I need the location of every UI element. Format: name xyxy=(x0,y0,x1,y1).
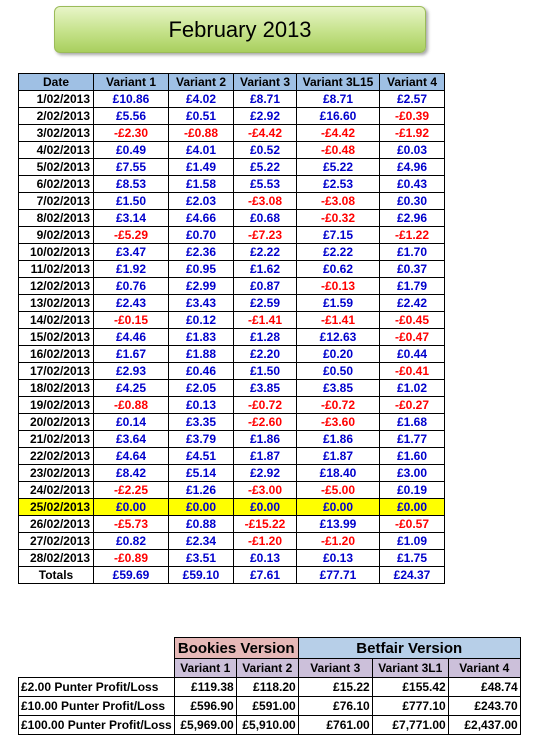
table-row xyxy=(19,159,445,176)
summary-header-variant-1: Variant 1 xyxy=(174,659,236,678)
value-cell: -£15.22 xyxy=(234,516,297,533)
value-cell: -£3.60 xyxy=(297,414,380,431)
value-cell: £7.15 xyxy=(297,227,380,244)
value-cell: £2.22 xyxy=(234,244,297,261)
value-cell: -£0.47 xyxy=(380,329,445,346)
value-cell: £2.93 xyxy=(94,363,169,380)
value-cell: £5.14 xyxy=(169,465,234,482)
column-header-date: Date xyxy=(19,74,94,91)
value-cell: -£2.60 xyxy=(234,414,297,431)
value-cell: £0.88 xyxy=(169,516,234,533)
value-cell: -£0.27 xyxy=(380,397,445,414)
value-cell: £8.42 xyxy=(94,465,169,482)
date-cell: 5/02/2013 xyxy=(19,159,94,176)
value-cell: £0.00 xyxy=(169,499,234,516)
date-cell: 27/02/2013 xyxy=(19,533,94,550)
table-row xyxy=(19,244,445,261)
date-cell: 10/02/2013 xyxy=(19,244,94,261)
value-cell: £0.00 xyxy=(380,499,445,516)
value-cell: £1.77 xyxy=(380,431,445,448)
header-row xyxy=(19,74,445,91)
value-cell: £1.62 xyxy=(234,261,297,278)
value-cell: £3.85 xyxy=(297,380,380,397)
date-cell: 17/02/2013 xyxy=(19,363,94,380)
value-cell: -£4.42 xyxy=(234,125,297,142)
date-cell: 12/02/2013 xyxy=(19,278,94,295)
value-cell: -£0.72 xyxy=(234,397,297,414)
column-header-variant-3: Variant 3 xyxy=(234,74,297,91)
value-cell: -£5.29 xyxy=(94,227,169,244)
table-row xyxy=(19,346,445,363)
stake-row xyxy=(19,678,521,697)
date-cell: 14/02/2013 xyxy=(19,312,94,329)
value-cell: £0.44 xyxy=(380,346,445,363)
value-cell: £3.47 xyxy=(94,244,169,261)
date-cell: 23/02/2013 xyxy=(19,465,94,482)
value-cell: £1.50 xyxy=(94,193,169,210)
value-cell: £1.28 xyxy=(234,329,297,346)
value-cell: £0.87 xyxy=(234,278,297,295)
date-cell: 13/02/2013 xyxy=(19,295,94,312)
value-cell: £4.51 xyxy=(169,448,234,465)
table-row xyxy=(19,227,445,244)
table-row xyxy=(19,91,445,108)
value-cell: £18.40 xyxy=(297,465,380,482)
value-cell: £4.64 xyxy=(94,448,169,465)
value-cell: £3.51 xyxy=(169,550,234,567)
profit-value-cell: £777.10 xyxy=(372,697,448,716)
value-cell: -£0.48 xyxy=(297,142,380,159)
table-row xyxy=(19,516,445,533)
value-cell: £0.13 xyxy=(297,550,380,567)
date-cell: 4/02/2013 xyxy=(19,142,94,159)
summary-header-variant-2: Variant 2 xyxy=(236,659,298,678)
profit-value-cell: £48.74 xyxy=(448,678,520,697)
value-cell: £0.30 xyxy=(380,193,445,210)
value-cell: £5.22 xyxy=(297,159,380,176)
value-cell: -£7.23 xyxy=(234,227,297,244)
value-cell: £2.42 xyxy=(380,295,445,312)
value-cell: £2.57 xyxy=(380,91,445,108)
total-value-cell: £59.69 xyxy=(94,567,169,584)
value-cell: -£5.00 xyxy=(297,482,380,499)
value-cell: £16.60 xyxy=(297,108,380,125)
value-cell: £0.76 xyxy=(94,278,169,295)
empty-corner xyxy=(19,638,175,659)
value-cell: -£0.41 xyxy=(380,363,445,380)
value-cell: £0.03 xyxy=(380,142,445,159)
total-value-cell: £7.61 xyxy=(234,567,297,584)
date-cell: 9/02/2013 xyxy=(19,227,94,244)
empty-corner xyxy=(19,659,175,678)
value-cell: £2.59 xyxy=(234,295,297,312)
value-cell: £10.86 xyxy=(94,91,169,108)
table-row xyxy=(19,193,445,210)
table-row xyxy=(19,482,445,499)
value-cell: £8.71 xyxy=(297,91,380,108)
value-cell: £1.79 xyxy=(380,278,445,295)
value-cell: £0.51 xyxy=(169,108,234,125)
date-cell: 7/02/2013 xyxy=(19,193,94,210)
date-cell: 21/02/2013 xyxy=(19,431,94,448)
value-cell: -£3.08 xyxy=(297,193,380,210)
value-cell: -£1.20 xyxy=(234,533,297,550)
value-cell: £0.19 xyxy=(380,482,445,499)
date-cell: 3/02/2013 xyxy=(19,125,94,142)
value-cell: -£0.13 xyxy=(297,278,380,295)
value-cell: £1.92 xyxy=(94,261,169,278)
value-cell: £2.92 xyxy=(234,108,297,125)
value-cell: -£1.22 xyxy=(380,227,445,244)
table-row xyxy=(19,210,445,227)
table-row xyxy=(19,499,445,516)
value-cell: £0.20 xyxy=(297,346,380,363)
table-row xyxy=(19,448,445,465)
column-header-variant-4: Variant 4 xyxy=(380,74,445,91)
value-cell: £0.82 xyxy=(94,533,169,550)
profit-value-cell: £5,969.00 xyxy=(174,716,236,735)
value-cell: £7.55 xyxy=(94,159,169,176)
value-cell: £5.56 xyxy=(94,108,169,125)
profit-value-cell: £591.00 xyxy=(236,697,298,716)
date-cell: 24/02/2013 xyxy=(19,482,94,499)
date-cell: 16/02/2013 xyxy=(19,346,94,363)
value-cell: £3.00 xyxy=(380,465,445,482)
value-cell: £4.25 xyxy=(94,380,169,397)
profit-value-cell: £761.00 xyxy=(298,716,372,735)
profit-value-cell: £118.20 xyxy=(236,678,298,697)
value-cell: £1.67 xyxy=(94,346,169,363)
value-cell: £1.59 xyxy=(297,295,380,312)
summary-header-variant-3l1: Variant 3L1 xyxy=(372,659,448,678)
value-cell: £3.14 xyxy=(94,210,169,227)
value-cell: £0.00 xyxy=(297,499,380,516)
value-cell: £1.58 xyxy=(169,176,234,193)
value-cell: £0.13 xyxy=(234,550,297,567)
date-cell: 15/02/2013 xyxy=(19,329,94,346)
profit-value-cell: £15.22 xyxy=(298,678,372,697)
date-cell: 6/02/2013 xyxy=(19,176,94,193)
date-cell: 20/02/2013 xyxy=(19,414,94,431)
value-cell: £0.68 xyxy=(234,210,297,227)
value-cell: £0.95 xyxy=(169,261,234,278)
stake-row xyxy=(19,716,521,735)
table-row xyxy=(19,397,445,414)
value-cell: £2.20 xyxy=(234,346,297,363)
value-cell: -£1.41 xyxy=(297,312,380,329)
value-cell: £2.99 xyxy=(169,278,234,295)
value-cell: £1.02 xyxy=(380,380,445,397)
betfair-version-header: Betfair Version xyxy=(298,638,520,659)
value-cell: -£2.30 xyxy=(94,125,169,142)
value-cell: -£0.72 xyxy=(297,397,380,414)
value-cell: £0.13 xyxy=(169,397,234,414)
value-cell: £1.26 xyxy=(169,482,234,499)
profit-value-cell: £596.90 xyxy=(174,697,236,716)
column-header-variant-2: Variant 2 xyxy=(169,74,234,91)
value-cell: £3.85 xyxy=(234,380,297,397)
totals-row xyxy=(19,567,445,584)
column-header-variant-1: Variant 1 xyxy=(94,74,169,91)
table-row xyxy=(19,312,445,329)
value-cell: -£0.57 xyxy=(380,516,445,533)
value-cell: £0.52 xyxy=(234,142,297,159)
value-cell: £1.86 xyxy=(234,431,297,448)
value-cell: -£2.25 xyxy=(94,482,169,499)
value-cell: £8.53 xyxy=(94,176,169,193)
value-cell: £2.36 xyxy=(169,244,234,261)
stake-label: £10.00 Punter Profit/Loss xyxy=(19,697,175,716)
value-cell: £0.37 xyxy=(380,261,445,278)
value-cell: £2.03 xyxy=(169,193,234,210)
stake-summary-table xyxy=(18,637,521,735)
value-cell: £3.35 xyxy=(169,414,234,431)
value-cell: £13.99 xyxy=(297,516,380,533)
date-cell: 2/02/2013 xyxy=(19,108,94,125)
value-cell: £2.53 xyxy=(297,176,380,193)
table-row xyxy=(19,125,445,142)
version-header-row xyxy=(19,638,521,659)
bookies-version-header: Bookies Version xyxy=(174,638,298,659)
table-row xyxy=(19,108,445,125)
table-row xyxy=(19,363,445,380)
value-cell: £0.62 xyxy=(297,261,380,278)
value-cell: £1.83 xyxy=(169,329,234,346)
table-row xyxy=(19,533,445,550)
variant-header-row xyxy=(19,659,521,678)
value-cell: -£4.42 xyxy=(297,125,380,142)
date-cell: 8/02/2013 xyxy=(19,210,94,227)
summary-header-variant-3: Variant 3 xyxy=(298,659,372,678)
value-cell: £1.50 xyxy=(234,363,297,380)
value-cell: -£0.89 xyxy=(94,550,169,567)
value-cell: -£1.92 xyxy=(380,125,445,142)
value-cell: -£0.15 xyxy=(94,312,169,329)
table-row xyxy=(19,142,445,159)
table-row xyxy=(19,550,445,567)
table-row xyxy=(19,431,445,448)
stake-row xyxy=(19,697,521,716)
value-cell: £2.92 xyxy=(234,465,297,482)
value-cell: -£3.08 xyxy=(234,193,297,210)
value-cell: £0.50 xyxy=(297,363,380,380)
results-table xyxy=(18,73,445,584)
value-cell: £2.22 xyxy=(297,244,380,261)
date-cell: 28/02/2013 xyxy=(19,550,94,567)
value-cell: £4.01 xyxy=(169,142,234,159)
table-row xyxy=(19,329,445,346)
value-cell: £1.87 xyxy=(297,448,380,465)
value-cell: -£3.00 xyxy=(234,482,297,499)
value-cell: £1.70 xyxy=(380,244,445,261)
value-cell: £0.43 xyxy=(380,176,445,193)
table-row xyxy=(19,380,445,397)
date-cell: 26/02/2013 xyxy=(19,516,94,533)
value-cell: £3.79 xyxy=(169,431,234,448)
value-cell: -£0.39 xyxy=(380,108,445,125)
date-cell: 11/02/2013 xyxy=(19,261,94,278)
date-cell: 25/02/2013 xyxy=(19,499,94,516)
value-cell: £1.75 xyxy=(380,550,445,567)
value-cell: £0.00 xyxy=(234,499,297,516)
value-cell: £4.66 xyxy=(169,210,234,227)
value-cell: £4.02 xyxy=(169,91,234,108)
date-cell: 1/02/2013 xyxy=(19,91,94,108)
total-value-cell: £59.10 xyxy=(169,567,234,584)
value-cell: £8.71 xyxy=(234,91,297,108)
value-cell: £12.63 xyxy=(297,329,380,346)
profit-value-cell: £119.38 xyxy=(174,678,236,697)
profit-value-cell: £7,771.00 xyxy=(372,716,448,735)
table-row xyxy=(19,295,445,312)
value-cell: £1.60 xyxy=(380,448,445,465)
stake-label: £100.00 Punter Profit/Loss xyxy=(19,716,175,735)
value-cell: -£0.45 xyxy=(380,312,445,329)
profit-value-cell: £243.70 xyxy=(448,697,520,716)
value-cell: £0.00 xyxy=(94,499,169,516)
value-cell: £1.68 xyxy=(380,414,445,431)
stake-label: £2.00 Punter Profit/Loss xyxy=(19,678,175,697)
value-cell: £0.14 xyxy=(94,414,169,431)
value-cell: £0.49 xyxy=(94,142,169,159)
value-cell: £3.64 xyxy=(94,431,169,448)
value-cell: £2.05 xyxy=(169,380,234,397)
value-cell: £3.43 xyxy=(169,295,234,312)
date-cell: 19/02/2013 xyxy=(19,397,94,414)
date-cell: 18/02/2013 xyxy=(19,380,94,397)
value-cell: -£5.73 xyxy=(94,516,169,533)
page-title: February 2013 xyxy=(54,6,426,53)
date-cell: 22/02/2013 xyxy=(19,448,94,465)
value-cell: £1.49 xyxy=(169,159,234,176)
table-row xyxy=(19,176,445,193)
column-header-variant-3l15: Variant 3L15 xyxy=(297,74,380,91)
value-cell: £2.96 xyxy=(380,210,445,227)
value-cell: £5.53 xyxy=(234,176,297,193)
value-cell: -£1.41 xyxy=(234,312,297,329)
value-cell: £4.96 xyxy=(380,159,445,176)
profit-value-cell: £2,437.00 xyxy=(448,716,520,735)
value-cell: £1.09 xyxy=(380,533,445,550)
value-cell: -£0.88 xyxy=(94,397,169,414)
value-cell: £4.46 xyxy=(94,329,169,346)
value-cell: £1.86 xyxy=(297,431,380,448)
summary-header-variant-4: Variant 4 xyxy=(448,659,520,678)
table-row xyxy=(19,261,445,278)
profit-value-cell: £5,910.00 xyxy=(236,716,298,735)
value-cell: -£0.32 xyxy=(297,210,380,227)
value-cell: £2.43 xyxy=(94,295,169,312)
profit-value-cell: £155.42 xyxy=(372,678,448,697)
value-cell: £1.87 xyxy=(234,448,297,465)
total-value-cell: £77.71 xyxy=(297,567,380,584)
value-cell: £5.22 xyxy=(234,159,297,176)
total-value-cell: £24.37 xyxy=(380,567,445,584)
table-row xyxy=(19,465,445,482)
table-row xyxy=(19,414,445,431)
value-cell: -£1.20 xyxy=(297,533,380,550)
value-cell: £0.46 xyxy=(169,363,234,380)
value-cell: £1.88 xyxy=(169,346,234,363)
totals-label: Totals xyxy=(19,567,94,584)
table-row xyxy=(19,278,445,295)
value-cell: £0.70 xyxy=(169,227,234,244)
profit-value-cell: £76.10 xyxy=(298,697,372,716)
value-cell: -£0.88 xyxy=(169,125,234,142)
value-cell: £0.12 xyxy=(169,312,234,329)
value-cell: £2.34 xyxy=(169,533,234,550)
